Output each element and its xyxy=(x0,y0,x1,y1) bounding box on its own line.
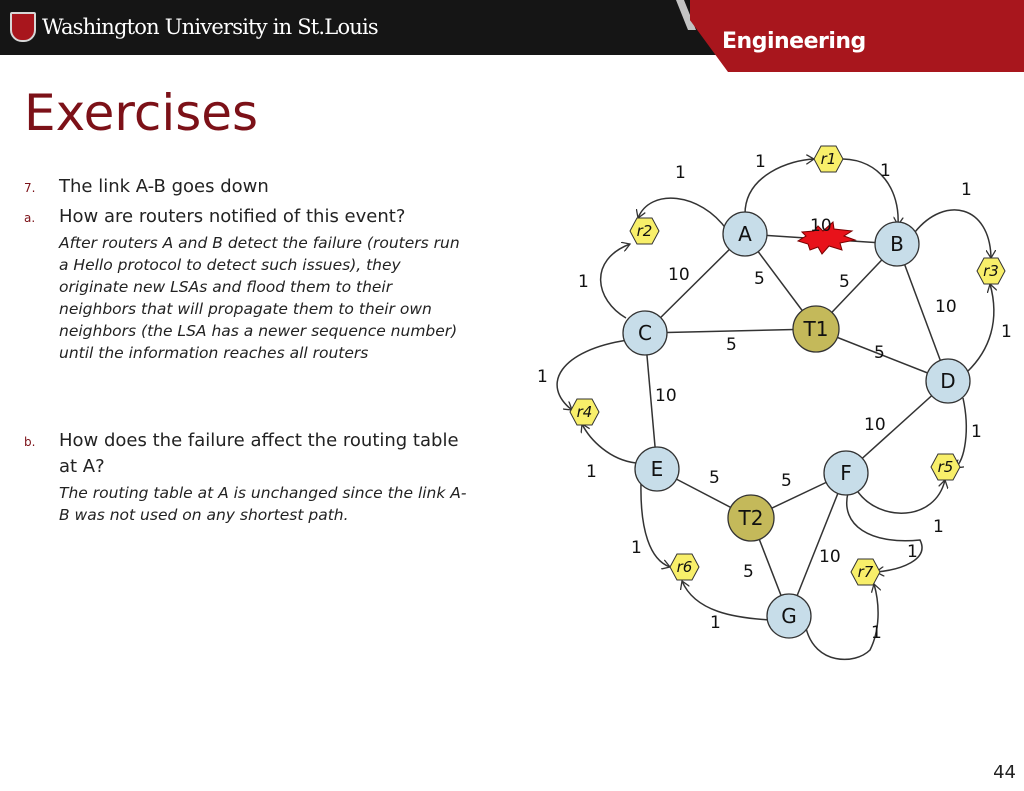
stub-r7 xyxy=(851,559,880,585)
item-marker: 7. xyxy=(24,181,36,195)
question-text: How are routers notified of this event? xyxy=(59,206,406,227)
router-label: A xyxy=(738,222,752,246)
link-e-r4 xyxy=(582,424,636,463)
router-b xyxy=(875,222,919,266)
transit-t2 xyxy=(728,495,774,541)
question-text: The link A-B goes down xyxy=(59,176,269,197)
router-f xyxy=(824,451,868,495)
router-g xyxy=(767,594,811,638)
link-f-r5 xyxy=(858,480,945,513)
weight-g-r7: 1 xyxy=(871,623,882,643)
answer-line: After routers A and B detect the failure (routers run xyxy=(59,234,460,252)
stub-label: r7 xyxy=(857,563,874,581)
weight-g-t2: 5 xyxy=(743,562,754,582)
stub-r2 xyxy=(630,218,659,244)
link-c-t1 xyxy=(645,329,816,333)
router-label: C xyxy=(638,321,652,345)
network-links xyxy=(557,159,994,659)
router-e xyxy=(635,447,679,491)
weight-c-r2: 1 xyxy=(578,272,589,292)
weight-a-r2: 1 xyxy=(675,163,686,183)
weight-a-r1: 1 xyxy=(755,152,766,172)
stub-r1 xyxy=(814,146,843,172)
page-number: 44 xyxy=(993,762,1016,783)
weight-a-c: 10 xyxy=(668,265,690,285)
question-text: How does the failure affect the routing table xyxy=(59,430,459,451)
link-e-r6 xyxy=(641,483,670,567)
university-name: Washington University in St.Louis xyxy=(42,15,378,39)
transit-label: T2 xyxy=(738,506,764,530)
router-label: G xyxy=(781,604,797,628)
stub-r5 xyxy=(931,454,960,480)
answer-line: a Hello protocol to detect such issues), they xyxy=(59,256,401,274)
link-c-r2 xyxy=(601,244,630,318)
transit-networks xyxy=(728,306,839,541)
weight-b-r3: 1 xyxy=(961,180,972,200)
weight-f-r7: 1 xyxy=(907,542,918,562)
weight-d-t1: 5 xyxy=(874,343,885,363)
stub-r3 xyxy=(977,258,1005,284)
router-d xyxy=(926,359,970,403)
weight-e-t2: 5 xyxy=(709,468,720,488)
weight-d-r5: 1 xyxy=(971,422,982,442)
stub-label: r6 xyxy=(676,558,693,576)
router-label: E xyxy=(650,457,664,481)
weight-c-r4: 1 xyxy=(537,367,548,387)
router-label: B xyxy=(890,232,904,256)
link-d-r5 xyxy=(955,398,966,468)
weight-b-r1: 1 xyxy=(880,161,891,181)
answer-line: originate new LSAs and flood them to their xyxy=(59,278,393,296)
answer-line: neighbors (the LSA has a newer sequence number) xyxy=(59,322,458,340)
stub-label: r3 xyxy=(983,262,999,280)
weight-c-e: 10 xyxy=(655,386,677,406)
answer-line: The routing table at A is unchanged since the link A- xyxy=(59,484,467,502)
item-marker: a. xyxy=(24,211,36,225)
weight-d-f: 10 xyxy=(864,415,886,435)
answer-line: until the information reaches all routers xyxy=(59,344,369,362)
weight-f-r5: 1 xyxy=(933,517,944,537)
weight-d-r3: 1 xyxy=(1001,322,1012,342)
weight-b-t1: 5 xyxy=(839,272,850,292)
stub-label: r2 xyxy=(636,222,653,240)
router-label: D xyxy=(940,369,956,393)
weight-e-r6: 1 xyxy=(631,538,642,558)
answer-line: B was not used on any shortest path. xyxy=(59,506,349,524)
question-text: at A? xyxy=(59,456,105,477)
link-g-r7 xyxy=(806,584,878,659)
link-g-r6 xyxy=(682,581,771,620)
weight-f-g: 10 xyxy=(819,547,841,567)
transit-t1 xyxy=(793,306,839,352)
weight-e-r4: 1 xyxy=(586,462,597,482)
school-name: Engineering xyxy=(722,29,866,54)
answer-line: neighbors that will propagate them to their own xyxy=(59,300,432,318)
router-label: F xyxy=(840,461,852,485)
stub-label: r1 xyxy=(820,150,837,168)
weight-a-t1: 5 xyxy=(754,269,765,289)
weight-f-t2: 5 xyxy=(781,471,792,491)
link-b-r3 xyxy=(915,210,991,258)
weight-g-r6: 1 xyxy=(710,613,721,633)
stub-r4 xyxy=(570,399,599,425)
transit-label: T1 xyxy=(803,317,829,341)
item-marker: b. xyxy=(24,435,36,449)
slide-title: Exercises xyxy=(24,84,259,142)
link-d-r3 xyxy=(967,284,994,372)
stub-label: r5 xyxy=(937,458,954,476)
stub-r6 xyxy=(670,554,699,580)
router-c xyxy=(623,311,667,355)
router-a xyxy=(723,212,767,256)
link-f-g xyxy=(789,473,846,616)
weight-a-b: 10 xyxy=(810,216,832,236)
weight-c-t1: 5 xyxy=(726,335,737,355)
stub-label: r4 xyxy=(576,403,593,421)
weight-b-d: 10 xyxy=(935,297,957,317)
